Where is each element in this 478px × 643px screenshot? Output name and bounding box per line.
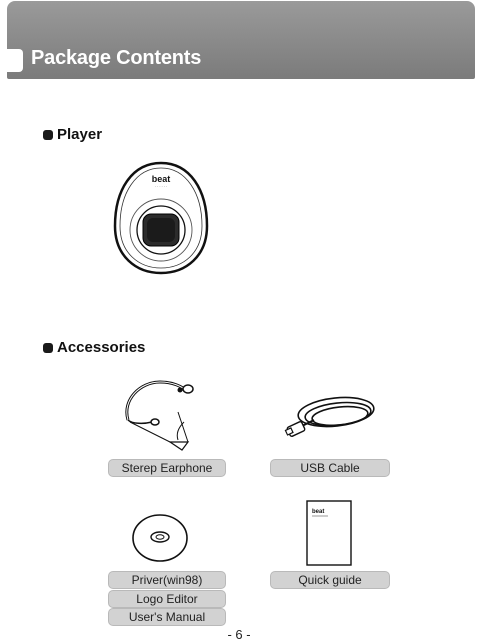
section-heading-accessories: Accessories bbox=[43, 339, 145, 356]
page-title: Package Contents bbox=[31, 47, 202, 69]
cd-illustration bbox=[130, 512, 190, 564]
bullet-icon bbox=[43, 130, 53, 140]
header-tab-marker bbox=[7, 49, 23, 72]
svg-text:beat: beat bbox=[151, 174, 171, 184]
item-label-users-manual: User's Manual bbox=[108, 608, 226, 626]
quick-guide-booklet-illustration bbox=[306, 500, 352, 566]
earphone-illustration bbox=[118, 372, 202, 456]
usb-cable-illustration bbox=[284, 384, 380, 444]
player-illustration bbox=[110, 160, 212, 276]
item-label-quick-guide: Quick guide bbox=[270, 571, 390, 589]
svg-text:· · · · · ·: · · · · · · bbox=[155, 185, 167, 189]
page-number: - 6 - bbox=[227, 627, 251, 642]
item-label-logo-editor: Logo Editor bbox=[108, 590, 226, 608]
item-label-earphone: Sterep Earphone bbox=[108, 459, 226, 477]
section-heading-player: Player bbox=[43, 126, 102, 143]
item-label-driver: Priver(win98) bbox=[108, 571, 226, 589]
svg-text:beat: beat bbox=[312, 509, 325, 515]
item-label-usb-cable: USB Cable bbox=[270, 459, 390, 477]
bullet-icon bbox=[43, 343, 53, 353]
